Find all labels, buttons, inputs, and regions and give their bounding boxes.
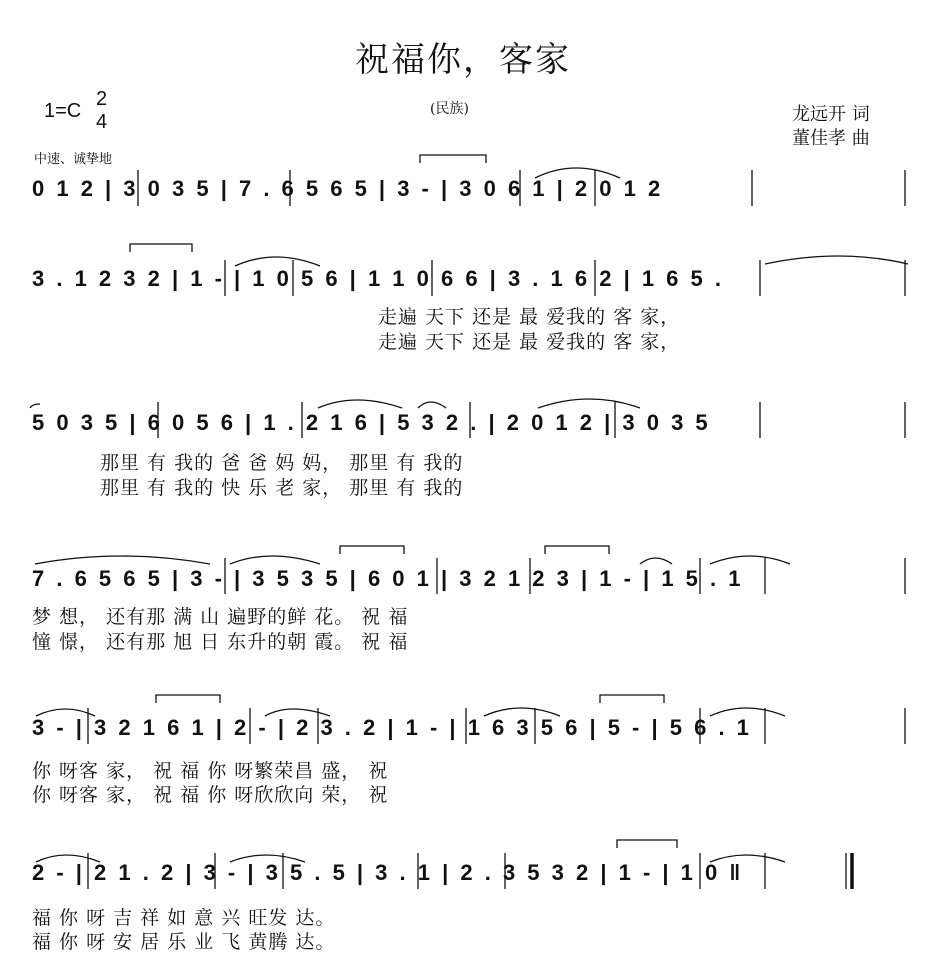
- system-6-notes: 2 - | 2 1 . 2 | 3 - | 3 5 . 5 | 3 . 1 | 2 . 3 5 3 2 | 1 - | 1 0 ‖: [32, 860, 744, 885]
- system-6-lyrics-verse-1: 福 你 呀 吉 祥 如 意 兴 旺发 达。: [32, 907, 336, 929]
- system-4-lyrics-verse-2: 憧 憬， 还有那 旭 日 东升的朝 霞。 祝 福: [32, 631, 409, 653]
- system-2-lyrics-verse-2: 走遍 天下 还是 最 爱我的 客 家，: [378, 331, 681, 353]
- composer-credit: 董佳孝 曲: [792, 128, 870, 149]
- time-signature-bottom: 4: [96, 111, 108, 133]
- system-2-notes: 3 . 1 2 3 2 | 1 - | 1 0 5 6 | 1 1 0 6 6 | 3 . 1 6 2 | 1 6 5 .: [32, 266, 724, 291]
- system-2-lyrics-verse-1: 走遍 天下 还是 最 爱我的 客 家，: [378, 306, 681, 328]
- system-3-notes: 5 0 3 5 | 6 0 5 6 | 1 . 2 1 6 | 5 3 2 . | 2 0 1 2 | 3 0 3 5: [32, 410, 711, 435]
- key-signature: 1=C: [44, 100, 82, 122]
- system-1-notes: 0 1 2 | 3 0 3 5 | 7 . 6 5 6 5 | 3 - | 3 0 6 1 | 2 0 1 2: [32, 176, 664, 201]
- system-4-lyrics-verse-1: 梦 想， 还有那 满 山 遍野的鲜 花。 祝 福: [32, 606, 409, 628]
- genre-label: (民族): [430, 101, 469, 117]
- time-signature-top: 2: [96, 88, 108, 110]
- system-3-lyrics-verse-2: 那里 有 我的 快 乐 老 家， 那里 有 我的: [100, 477, 464, 499]
- system-5-lyrics-verse-2: 你 呀客 家， 祝 福 你 呀欣欣向 荣， 祝: [32, 784, 389, 806]
- system-5-notes: 3 - | 3 2 1 6 1 | 2 - | 2 3 . 2 | 1 - | 1 6 3 5 6 | 5 - | 5 6 . 1: [32, 715, 752, 740]
- song-title: 祝福你，客家: [355, 40, 571, 80]
- system-4-notes: 7 . 6 5 6 5 | 3 - | 3 5 3 5 | 6 0 1 | 3 2 1 2 3 | 1 - | 1 5 . 1: [32, 566, 744, 591]
- system-3-lyrics-verse-1: 那里 有 我的 爸 爸 妈 妈， 那里 有 我的: [100, 452, 464, 474]
- system-6-lyrics-verse-2: 福 你 呀 安 居 乐 业 飞 黄腾 达。: [32, 931, 336, 953]
- tempo-marking: 中速、诚挚地: [34, 152, 113, 167]
- lyricist-credit: 龙远开 词: [792, 104, 870, 125]
- system-5-lyrics-verse-1: 你 呀客 家， 祝 福 你 呀繁荣昌 盛， 祝: [32, 760, 389, 782]
